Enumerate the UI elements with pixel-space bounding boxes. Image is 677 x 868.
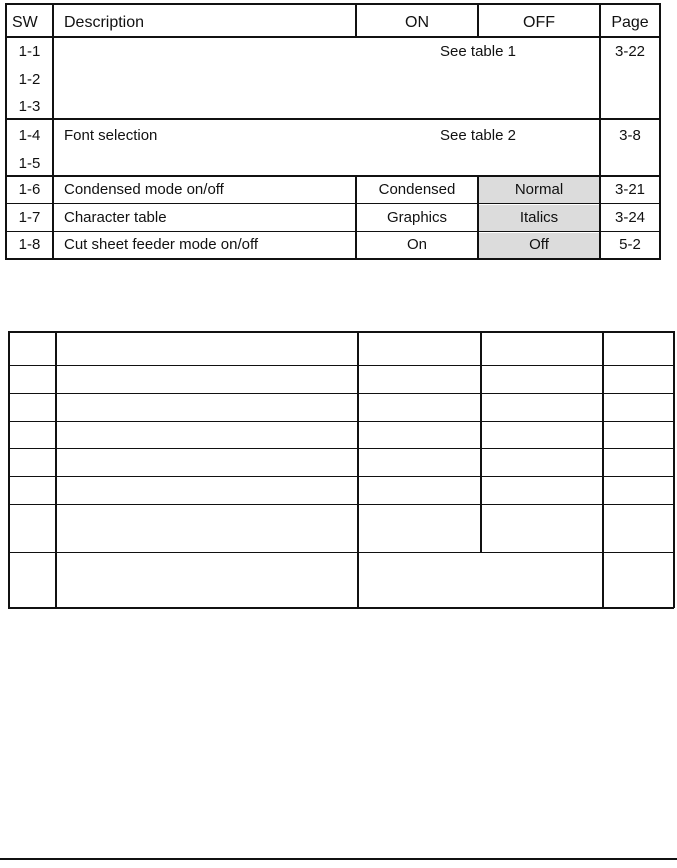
- sw-1-3: 1-3: [18, 98, 41, 115]
- sw-1-5: 1-5: [18, 155, 41, 172]
- description-character-table: Character table: [64, 209, 167, 226]
- description-cut-sheet-feeder: Cut sheet feeder mode on/off: [64, 236, 259, 253]
- header-page: Page: [611, 14, 649, 31]
- sw-1-7: 1-7: [18, 209, 41, 226]
- header-off: OFF: [523, 14, 555, 31]
- header-description: Description: [64, 14, 145, 31]
- description-condensed: Condensed mode on/off: [64, 181, 224, 198]
- see-table-2: See table 2: [440, 127, 516, 144]
- sw-1-4: 1-4: [18, 127, 41, 144]
- sw-1-8: 1-8: [18, 236, 41, 253]
- page-3-22: 3-22: [614, 43, 646, 60]
- sw-1-1: 1-1: [18, 43, 41, 60]
- sw-1-2: 1-2: [18, 71, 41, 88]
- off-off: Off: [529, 236, 549, 253]
- bottom-rule: [0, 858, 677, 860]
- off-normal: Normal: [514, 181, 564, 198]
- on-on: On: [406, 236, 427, 253]
- page-3-21: 3-21: [614, 181, 646, 198]
- page-5-2: 5-2: [619, 236, 641, 253]
- description-font-selection: Font selection: [64, 127, 158, 144]
- on-condensed: Condensed: [378, 181, 456, 198]
- page-3-8: 3-8: [619, 127, 641, 144]
- sw-1-6: 1-6: [18, 181, 41, 198]
- empty-table-grid: [0, 320, 677, 620]
- on-graphics: Graphics: [386, 209, 448, 226]
- page-3-24: 3-24: [614, 209, 646, 226]
- header-on: ON: [405, 14, 429, 31]
- see-table-1: See table 1: [440, 43, 516, 60]
- dip-switch-table: [0, 0, 677, 262]
- off-italics: Italics: [519, 209, 559, 226]
- header-sw: SW: [12, 14, 38, 31]
